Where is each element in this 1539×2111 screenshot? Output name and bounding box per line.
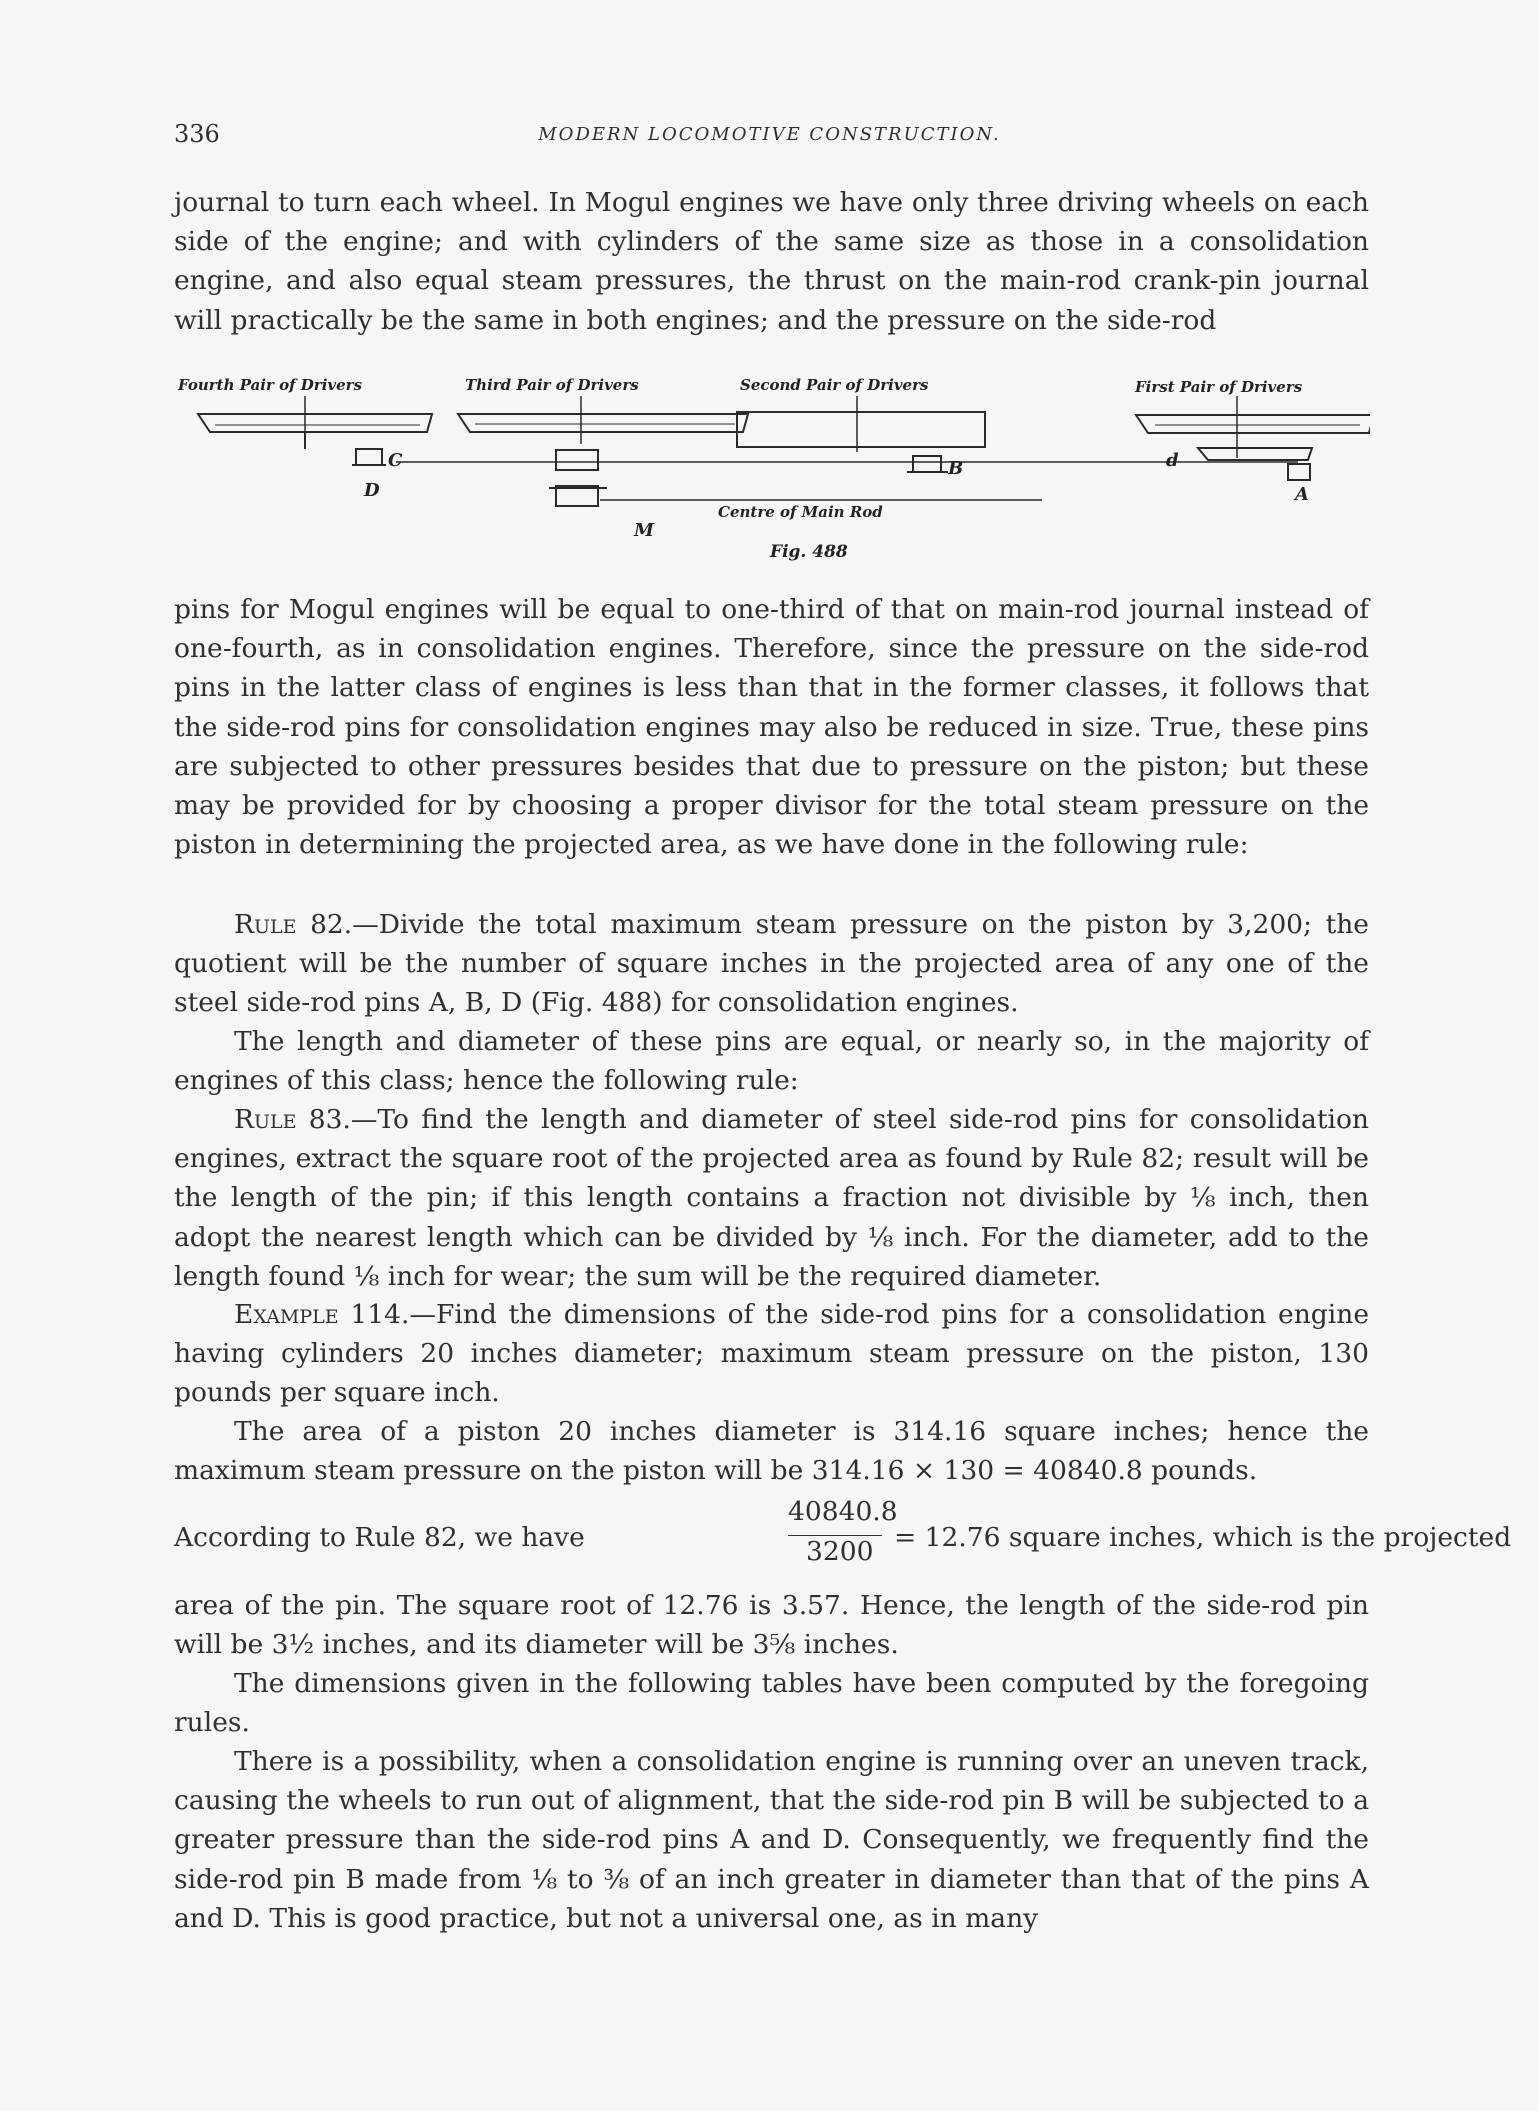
example-114-text: —Find the dimensions of the side-rod pins for a consolidation engine having cylinders 20 inches diameter; maximum steam pressure on the piston, 130 pounds per square inch. [174, 1299, 1370, 1409]
example-114 [174, 1295, 1369, 1413]
paragraph-length-text: The length and diameter of these pins are equal, or nearly so, in the majority of engines of this class; hence the following rule: [174, 1026, 1369, 1097]
running-header [174, 120, 1365, 160]
paragraph-2 [174, 590, 1369, 864]
running-title: MODERN LOCOMOTIVE CONSTRUCTION. [538, 124, 1001, 145]
letter-d-upper: D [364, 480, 380, 501]
equation-prefix: According to Rule 82, we have [174, 1522, 585, 1553]
page-number: 336 [174, 120, 220, 148]
paragraph-result [174, 1586, 1369, 1664]
rule-83 [174, 1100, 1369, 1296]
rule-82-head: Rule 82. [234, 909, 353, 940]
main-pin-upper [556, 450, 598, 470]
third-driver-crank [458, 414, 748, 432]
paragraph-top [174, 183, 1369, 340]
paragraph-result-text: area of the pin. The square root of 12.76 is 3.57. Hence, the length of the side-rod pin will be 3½ inches, and its diameter will be 3⅝ inches. [174, 1590, 1369, 1661]
equation-numerator: 40840.8 [788, 1496, 898, 1527]
label-fourth-pair: Fourth Pair of Drivers [178, 376, 363, 394]
label-second-pair: Second Pair of Drivers [740, 376, 929, 394]
paragraph-top-text: journal to turn each wheel. In Mogul engines we have only three driving wheels on each side of the engine; and with cylinders of the same size as those in a consolidation engine, and also equal steam pressures, the thrust on the main-rod crank-pin journal will practically be the same in both engines; and the pressure on the side-rod [174, 187, 1369, 336]
second-driver-crank [737, 412, 985, 447]
rule-83-text: —To find the length and diameter of steel side-rod pins for consolidation engines, extract the square root of the projected area as found by Rule 82; result will be the length of the pin; if this length contains a fraction not divisible by ⅛ inch, then adopt the nearest length which can be divided by ⅛ inch. For the diameter, add to the length found ⅛ inch for wear; the sum will be the required diameter. [174, 1104, 1369, 1292]
example-114-head: Example 114. [234, 1299, 410, 1330]
equation-suffix: = 12.76 square inches, which is the projected [894, 1522, 1512, 1553]
paragraph-last-text: There is a possibility, when a consolidation engine is running over an uneven track, causing the wheels to run out of alignment, that the side-rod pin B will be subjected to a greater pressure than the side-rod pins A and D. Consequently, we frequently find the side-rod pin B made from ⅛ to ⅜ of an inch greater in diameter than that of the pins A and D. This is good practice, but not a universal one, as in many [174, 1746, 1369, 1934]
pin-a [1288, 464, 1310, 480]
paragraph-length [174, 1022, 1369, 1100]
paragraph-2-text: pins for Mogul engines will be equal to one-third of that on main-rod journal instead of one-fourth, as in consolidation engines. Therefore, since the pressure on the side-rod pins in the latter class of engines is less than that in the former classes, it follows that the side-rod pins for consolidation engines may also be reduced in size. True, these pins are subjected to other pressures besides that due to pressure on the piston; but these may be provided for by choosing a proper divisor for the total steam pressure on the piston in determining the projected area, as we have done in the following rule: [174, 594, 1369, 861]
figure-caption: Fig. 488 [770, 542, 848, 562]
label-third-pair: Third Pair of Drivers [465, 376, 639, 394]
label-centre-main-rod: Centre of Main Rod [718, 503, 883, 521]
equation-line [174, 1478, 1512, 1567]
equation-denominator: 3200 [806, 1536, 874, 1567]
label-first-pair: First Pair of Drivers [1135, 378, 1303, 396]
figure-488 [170, 370, 1370, 570]
letter-d-lower: d [1166, 450, 1179, 471]
paragraph-area-text: The area of a piston 20 inches diameter is 314.16 square inches; hence the maximum steam pressure on the piston will be 314.16 × 130 = 40840.8 pounds. [174, 1416, 1369, 1487]
rule-82 [174, 905, 1369, 1023]
paragraph-tables [174, 1664, 1369, 1742]
rule-83-head: Rule 83. [234, 1104, 351, 1135]
letter-m: M [634, 520, 654, 541]
letter-c: C [388, 450, 403, 471]
pin-b [913, 456, 941, 472]
paragraph-last [174, 1742, 1369, 1938]
paragraph-tables-text: The dimensions given in the following tables have been computed by the foregoing rules. [174, 1668, 1369, 1739]
rule-82-text: —Divide the total maximum steam pressure on the piston by 3,200; the quotient will be the number of square inches in the projected area of any one of the steel side-rod pins A, B, D (Fig. 488) for consolidation engines. [174, 909, 1369, 1019]
pin-d [356, 449, 382, 465]
letter-a: A [1295, 484, 1309, 505]
letter-b: B [948, 458, 964, 479]
first-driver-crank [1136, 415, 1370, 433]
drivers-diagram [170, 370, 1370, 570]
fourth-driver-crank [198, 414, 432, 432]
